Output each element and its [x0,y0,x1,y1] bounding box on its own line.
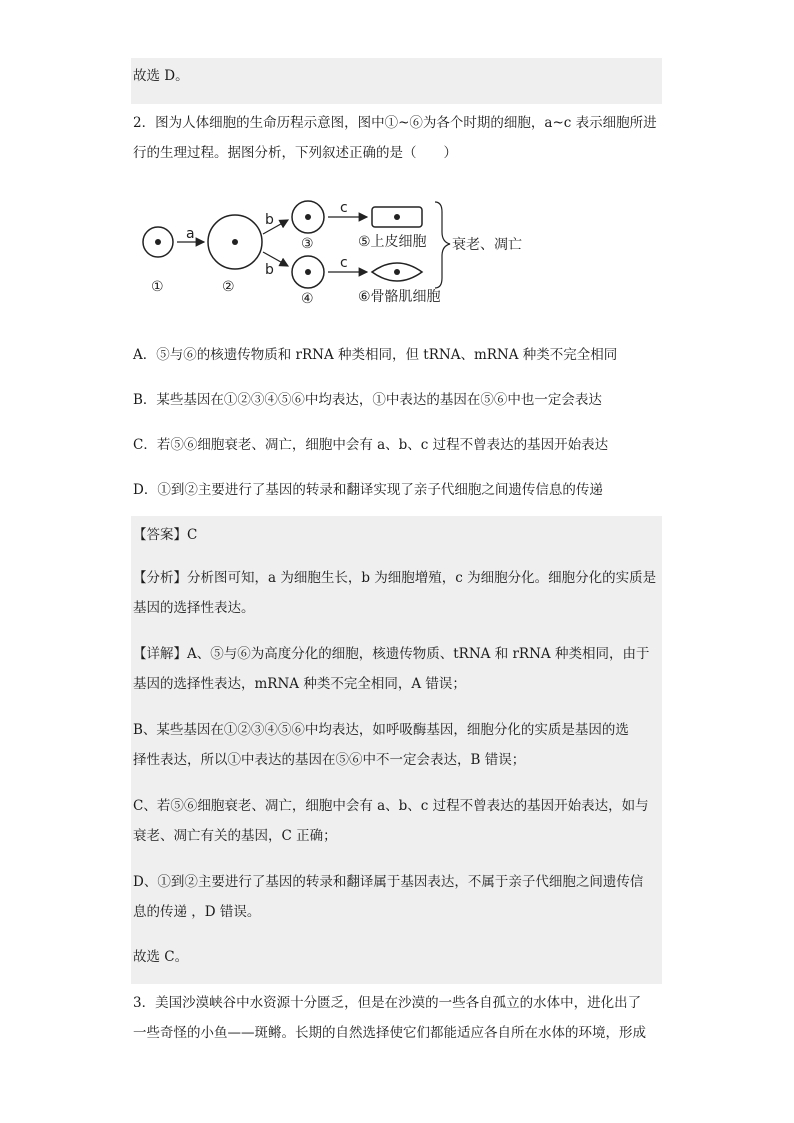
label-c-lower: c [340,255,348,271]
question-2-stem-line2: 行的生理过程。据图分析，下列叙述正确的是（ ） [133,145,457,161]
label-a: a [186,226,195,242]
answer-label: 【答案】C [133,527,198,543]
detail-d-line2: 息的传递 ，D 错误。 [133,904,261,920]
label-fate: 衰老、凋亡 [452,237,522,253]
label-cell6: ⑥骨骼肌细胞 [358,289,441,305]
question-3-stem-line2: 一些奇怪的小鱼——斑鳉。长期的自然选择使它们都能适应各自所在水体的环境，形成 [133,1025,646,1041]
label-b-upper: b [265,212,274,228]
conclusion: 故选 C。 [133,949,189,965]
detail-c-line1: C、若⑤⑥细胞衰老、凋亡，细胞中会有 a、b、c 过程不曾表达的基因开始表达，如与 [133,798,649,814]
label-n3: ③ [301,236,314,252]
analysis-line2: 基因的选择性表达。 [133,600,255,616]
cell-life-history-diagram [130,190,550,315]
label-n4: ④ [301,291,314,307]
option-b: B．某些基因在①②③④⑤⑥中均表达，①中表达的基因在⑤⑥中也一定会表达 [133,392,602,408]
label-c-upper: c [340,200,348,216]
detail-c-line2: 衰老、凋亡有关的基因，C 正确； [133,828,337,844]
detail-b-line2: 择性表达，所以①中表达的基因在⑤⑥中不一定会表达，B 错误； [133,752,526,768]
brace [435,202,450,288]
detail-b-line1: B、某些基因在①②③④⑤⑥中均表达，如呼吸酶基因，细胞分化的实质是基因的选 [133,722,629,738]
analysis-line1: 【分析】分析图可知，a 为细胞生长，b 为细胞增殖，c 为细胞分化。细胞分化的实质是 [133,570,657,586]
label-n1: ① [151,279,164,295]
label-n2: ② [222,279,235,295]
option-a: A．⑤与⑥的核遗传物质和 rRNA 种类相同，但 tRNA、mRNA 种类不完全相同 [133,347,618,363]
label-cell5: ⑤上皮细胞 [358,234,427,250]
answer-line-prev: 故选 D。 [133,68,189,84]
question-2-stem-line1: 2．图为人体细胞的生命历程示意图，图中①~⑥为各个时期的细胞，a~c 表示细胞所进 [133,115,657,131]
option-c: C．若⑤⑥细胞衰老、凋亡，细胞中会有 a、b、c 过程不曾表达的基因开始表达 [133,437,609,453]
option-d: D．①到②主要进行了基因的转录和翻译实现了亲子代细胞之间遗传信息的传递 [133,482,603,498]
detail-a-line1: 【详解】A、⑤与⑥为高度分化的细胞，核遗传物质、tRNA 和 rRNA 种类相同，由于 [133,646,650,662]
label-b-lower: b [265,262,274,278]
question-3-stem-line1: 3．美国沙漠峡谷中水资源十分匮乏，但是在沙漠的一些各自孤立的水体中，进化出了 [133,995,642,1011]
detail-a-line2: 基因的选择性表达，mRNA 种类不完全相同，A 错误； [133,676,466,692]
detail-d-line1: D、①到②主要进行了基因的转录和翻译属于基因表达，不属于亲子代细胞之间遗传信 [133,874,644,890]
answer-block-top [131,58,662,104]
